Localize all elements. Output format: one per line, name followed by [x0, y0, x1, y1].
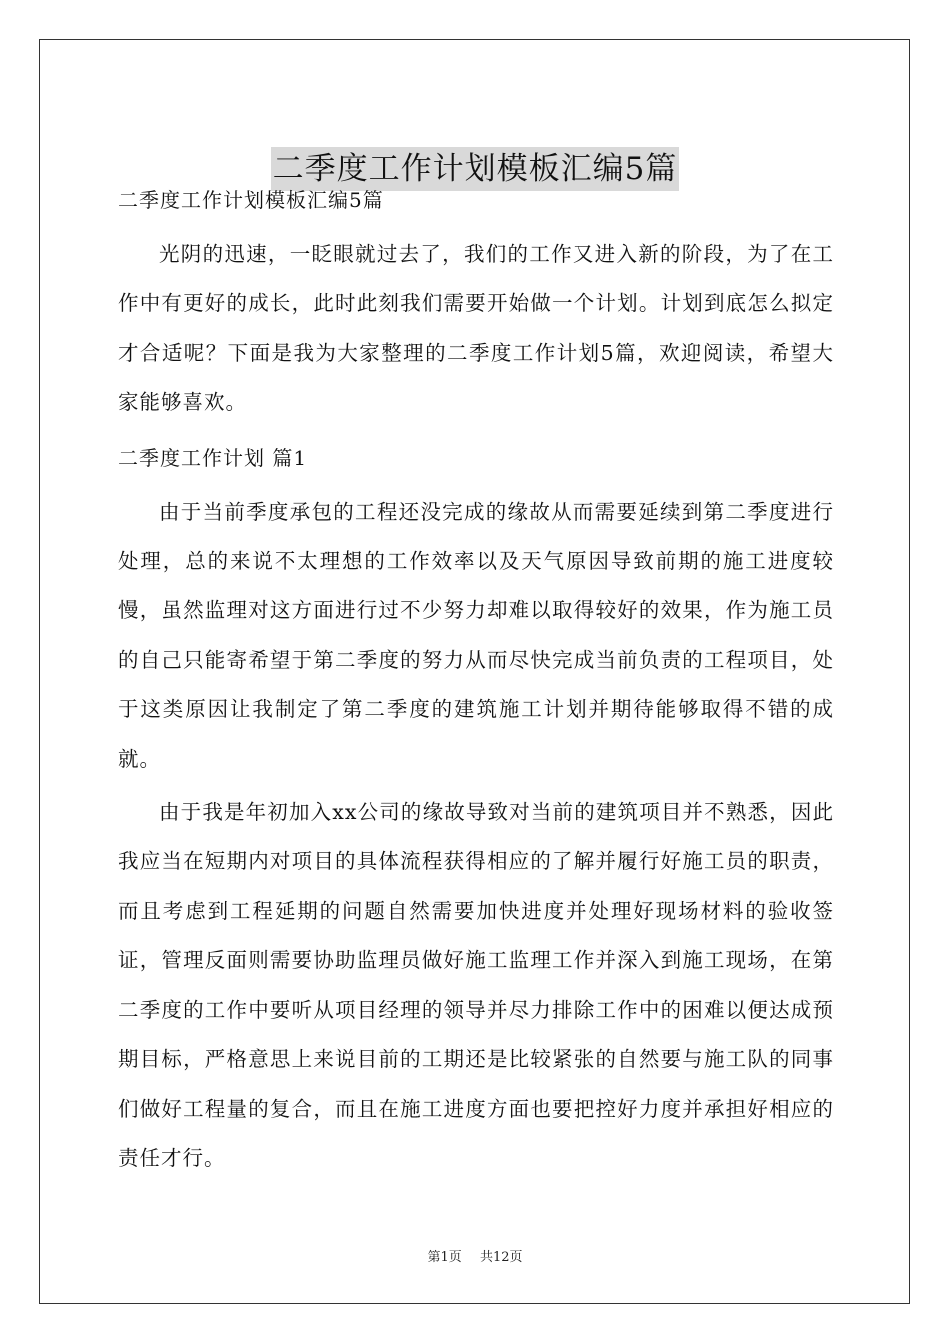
intro-paragraph: 光阴的迅速，一眨眼就过去了，我们的工作又进入新的阶段，为了在工作中有更好的成长，此时此刻我们需要开始做一个计划。计划到底怎么拟定才合适呢？下面是我为大家整理的二季度工作计划5篇，欢迎阅读，希望大家能够喜欢。 [118, 242, 834, 415]
body-paragraph-2: 由于我是年初加入xx公司的缘故导致对当前的建筑项目并不熟悉，因此我应当在短期内对项目的具体流程获得相应的了解并履行好施工员的职责，而且考虑到工程延期的问题自然需要加快进度并处理好现场材料的验收签证，管理反面则需要协助监理员做好施工监理工作并深入到施工现场，在第二季度的工作中要听从项目经理的领导并尽力排除工作中的困难以便达成预期目标，严格意思上来说目前的工期还是比较紧张的自然要与施工队的同事们做好工程量的复合，而且在施工进度方面也要把控好力度并承担好相应的责任才行。 [118, 800, 834, 1170]
page-footer [0, 1246, 950, 1265]
page-total: 共12页 [479, 1250, 523, 1265]
document-body [118, 180, 834, 1183]
document-subtitle: 二季度工作计划模板汇编5篇 [118, 188, 384, 212]
page-number: 第1页 [427, 1250, 462, 1265]
body-paragraph-1: 由于当前季度承包的工程还没完成的缘故从而需要延续到第二季度进行处理，总的来说不太理想的工作效率以及天气原因导致前期的施工进度较慢，虽然监理对这方面进行过不少努力却难以取得较好的效果，作为施工员的自己只能寄希望于第二季度的努力从而尽快完成当前负责的工程项目，处于这类原因让我制定了第二季度的建筑施工计划并期待能够取得不错的成就。 [118, 499, 834, 771]
document-title: 二季度工作计划模板汇编5篇 [271, 147, 680, 191]
section-title: 二季度工作计划 篇1 [118, 445, 308, 470]
